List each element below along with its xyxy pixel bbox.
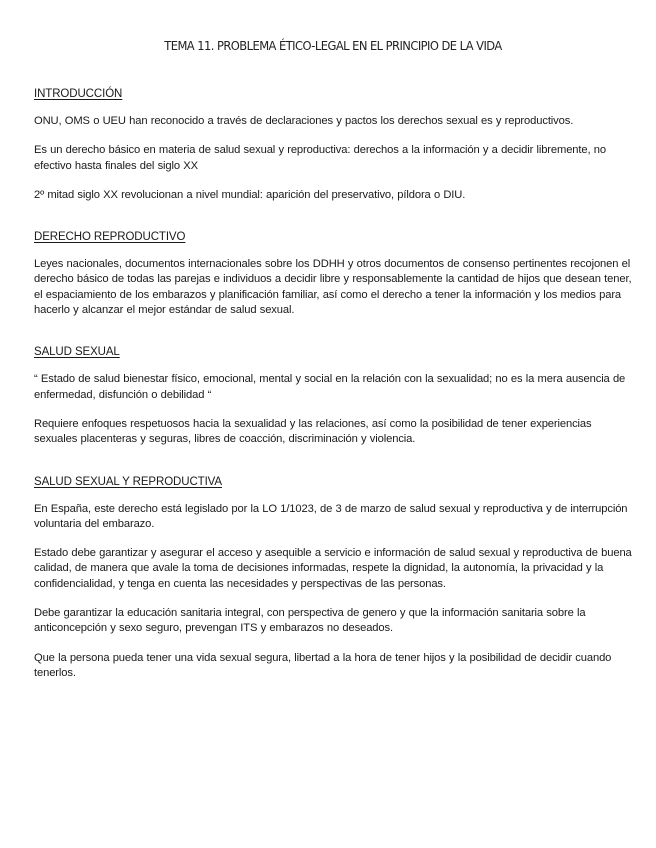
paragraph: Leyes nacionales, documentos internacionales sobre los DDHH y otros documentos de consenso pertinentes recojonen el derecho básico de todas las parejas e individuos a decidir libre y responsablemente la cantidad de hijos que desean tener, el espaciamiento de los embarazos y planificación familiar, así como el derecho a tener la información y los medios para hacerlo y alcanzar el mejor estándar de salud sexual. <box>34 258 632 317</box>
paragraph: Que la persona pueda tener una vida sexual segura, libertad a la hora de tener hijos y la posibilidad de decidir cuando tenerlos. <box>34 651 612 679</box>
section-heading: INTRODUCCIÓN <box>34 88 123 100</box>
paragraph: 2º mitad siglo XX revolucionan a nivel mundial: aparición del preservativo, píldora o DIU. <box>34 188 466 201</box>
paragraph: ONU, OMS o UEU han reconocido a través de declaraciones y pactos los derechos sexual es y reproductivos. <box>34 115 574 127</box>
section-derecho-reproductivo <box>34 231 632 318</box>
section-heading: SALUD SEXUAL Y REPRODUCTIVA <box>34 475 222 488</box>
paragraph: “ Estado de salud bienestar físico, emocional, mental y social en la relación con la sexualidad; no es la mera ausencia de enfermedad, disfunción o debilidad “ <box>34 373 626 401</box>
paragraph: Estado debe garantizar y asegurar el acceso y asequible a servicio e información de salud sexual y reproductiva de buena calidad, de manera que avale la toma de decisiones informadas, respete la dignidad, la autonomía, la privacidad y la confidencialidad, y tenga en cuenta las necesidades y perspectivas de las personas. <box>34 547 632 590</box>
document-title: TEMA 11. PROBLEMA ÉTICO-LEGAL EN EL PRINCIPIO DE LA VIDA <box>164 38 502 53</box>
paragraph: Es un derecho básico en materia de salud sexual y reproductiva: derechos a la información y a decidir libremente, no efectivo hasta finales del siglo XX <box>34 144 606 172</box>
section-introduccion <box>34 88 632 203</box>
section-heading: DERECHO REPRODUCTIVO <box>34 231 186 244</box>
section-salud-sexual-reproductiva <box>34 476 632 682</box>
section-heading: SALUD SEXUAL <box>34 346 120 359</box>
paragraph: Requiere enfoques respetuosos hacia la sexualidad y las relaciones, así como la posibilidad de tener experiencias sexuales placenteras y seguras, libres de coacción, discriminación y violencia. <box>34 417 592 446</box>
paragraph: En España, este derecho está legislado por la LO 1/1023, de 3 de marzo de salud sexual y reproductiva y de interrupción voluntaria del embarazo. <box>34 502 628 530</box>
paragraph: Debe garantizar la educación sanitaria integral, con perspectiva de genero y que la información sanitaria sobre la anticoncepción y sexo seguro, prevengan ITS y embarazos no deseados. <box>34 607 586 635</box>
section-salud-sexual <box>34 346 632 447</box>
